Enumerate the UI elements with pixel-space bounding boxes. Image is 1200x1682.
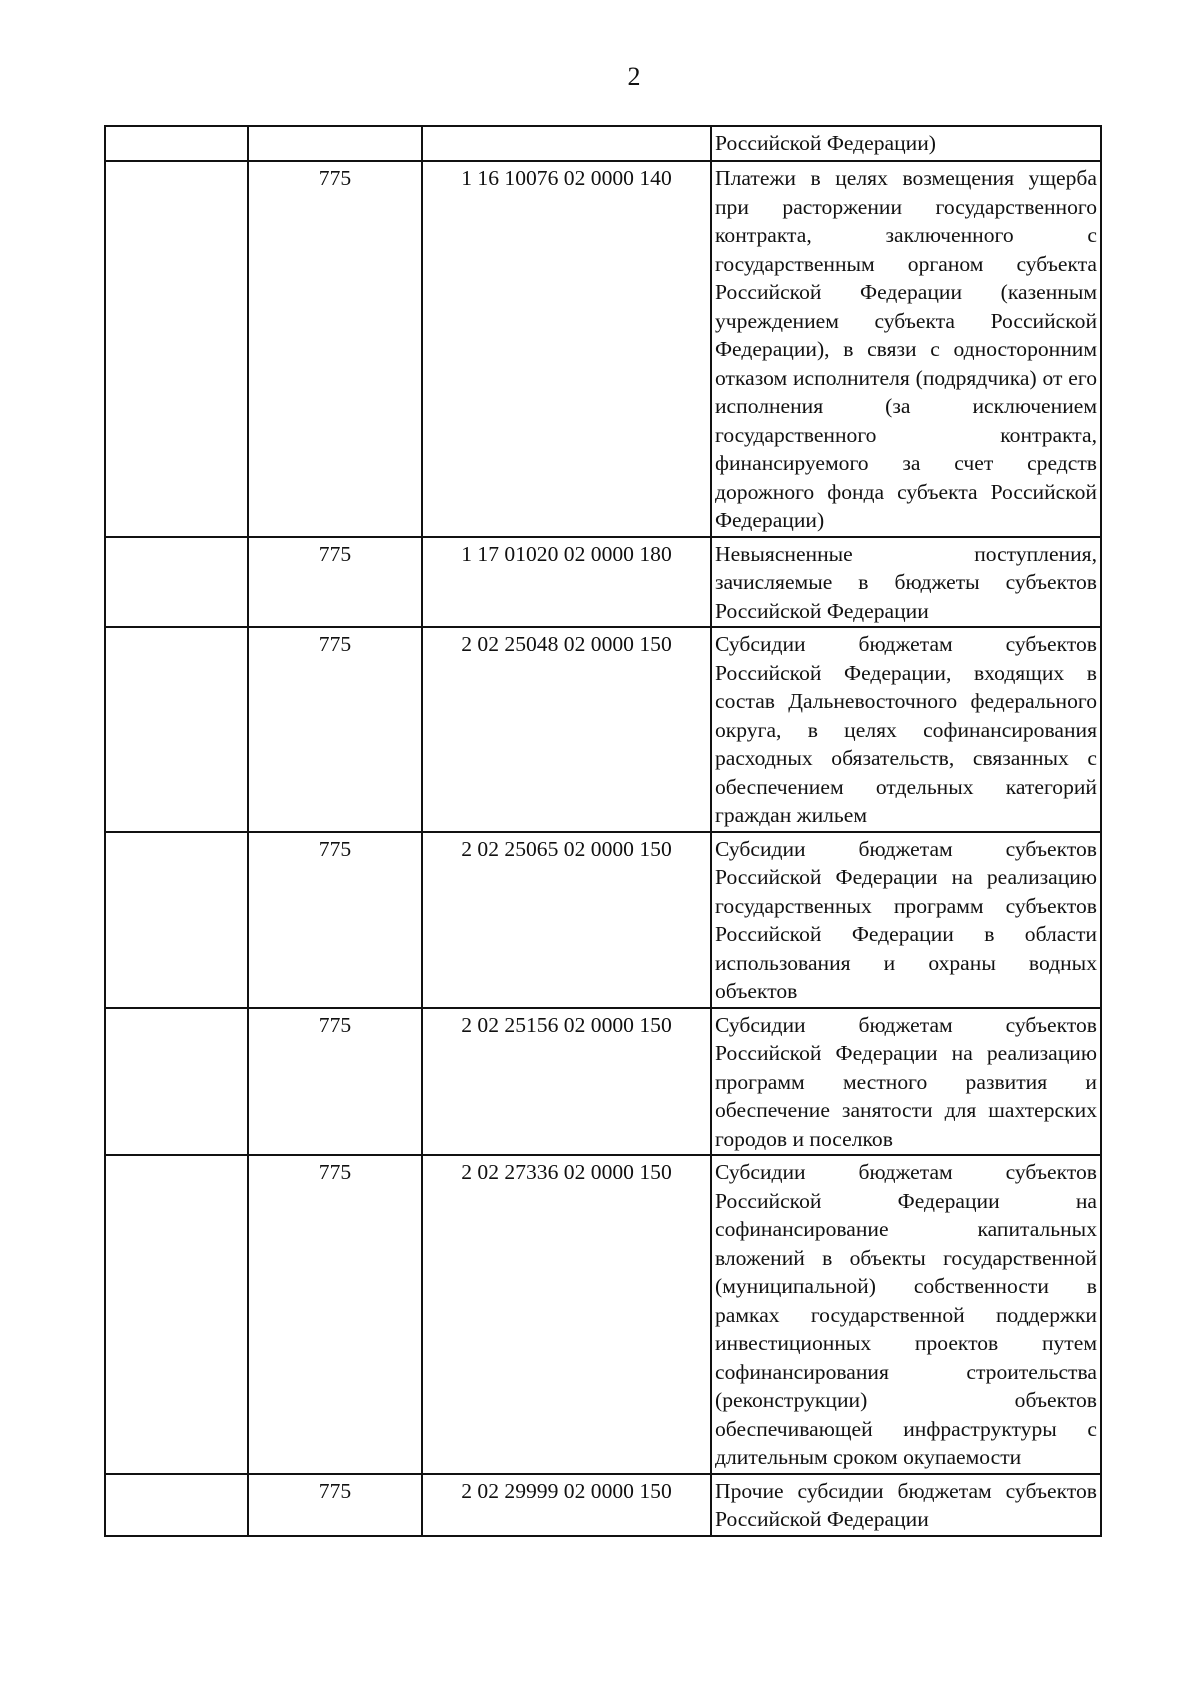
admin-code-cell: 775 — [248, 537, 422, 628]
bcc-code-cell: 2 02 25048 02 0000 150 — [422, 627, 711, 832]
description-cell: Субсидии бюджетам субъектов Российской Федерации на софинансирование капитальных вложений в объекты государственной (муниципальной) собственности в рамках государственной поддержки инвестиционных проектов путем софинансирования строительства (реконструкции) объектов обеспечивающей инфраструктуры с длительным сроком окупаемости — [711, 1155, 1101, 1474]
description-cell: Прочие субсидии бюджетам субъектов Российской Федерации — [711, 1474, 1101, 1536]
admin-code-cell: 775 — [248, 1155, 422, 1474]
blank-cell — [105, 126, 248, 161]
bcc-code-cell: 2 02 25065 02 0000 150 — [422, 832, 711, 1008]
continuation-row — [105, 126, 1101, 161]
bcc-code-cell: 1 17 01020 02 0000 180 — [422, 537, 711, 628]
admin-code-cell: 775 — [248, 161, 422, 537]
table-row — [105, 1155, 1101, 1474]
blank-cell — [105, 161, 248, 537]
admin-code-cell: 775 — [248, 627, 422, 832]
description-cell: Субсидии бюджетам субъектов Российской Федерации на реализацию программ местного развития и обеспечение занятости для шахтерских городов и поселков — [711, 1008, 1101, 1156]
blank-cell — [105, 1155, 248, 1474]
bcc-code-cell: 2 02 29999 02 0000 150 — [422, 1474, 711, 1536]
table-row — [105, 832, 1101, 1008]
description-cell: Субсидии бюджетам субъектов Российской Федерации на реализацию государственных программ субъектов Российской Федерации в области использования и охраны водных объектов — [711, 832, 1101, 1008]
budget-classification-table — [104, 125, 1102, 1537]
admin-code-cell: 775 — [248, 1008, 422, 1156]
blank-cell — [105, 537, 248, 628]
table-row — [105, 1008, 1101, 1156]
table-row — [105, 161, 1101, 537]
blank-cell — [105, 627, 248, 832]
table-row — [105, 627, 1101, 832]
blank-cell — [105, 1474, 248, 1536]
table-row — [105, 537, 1101, 628]
description-cell: Российской Федерации) — [711, 126, 1101, 161]
bcc-code-cell: 2 02 27336 02 0000 150 — [422, 1155, 711, 1474]
blank-cell — [105, 832, 248, 1008]
bcc-code-cell — [422, 126, 711, 161]
blank-cell — [105, 1008, 248, 1156]
table-row — [105, 1474, 1101, 1536]
admin-code-cell: 775 — [248, 832, 422, 1008]
description-cell: Платежи в целях возмещения ущерба при расторжении государственного контракта, заключенного с государственным органом субъекта Российской Федерации (казенным учреждением субъекта Российской Федерации), в связи с односторонним отказом исполнителя (подрядчика) от его исполнения (за исключением государственного контракта, финансируемого за счет средств дорожного фонда субъекта Российской Федерации) — [711, 161, 1101, 537]
description-cell: Субсидии бюджетам субъектов Российской Федерации, входящих в состав Дальневосточного федерального округа, в целях софинансирования расходных обязательств, связанных с обеспечением отдельных категорий граждан жильем — [711, 627, 1101, 832]
admin-code-cell: 775 — [248, 1474, 422, 1536]
bcc-code-cell: 1 16 10076 02 0000 140 — [422, 161, 711, 537]
admin-code-cell — [248, 126, 422, 161]
description-cell: Невыясненные поступления, зачисляемые в бюджеты субъектов Российской Федерации — [711, 537, 1101, 628]
bcc-code-cell: 2 02 25156 02 0000 150 — [422, 1008, 711, 1156]
page-number: 2 — [627, 62, 641, 91]
